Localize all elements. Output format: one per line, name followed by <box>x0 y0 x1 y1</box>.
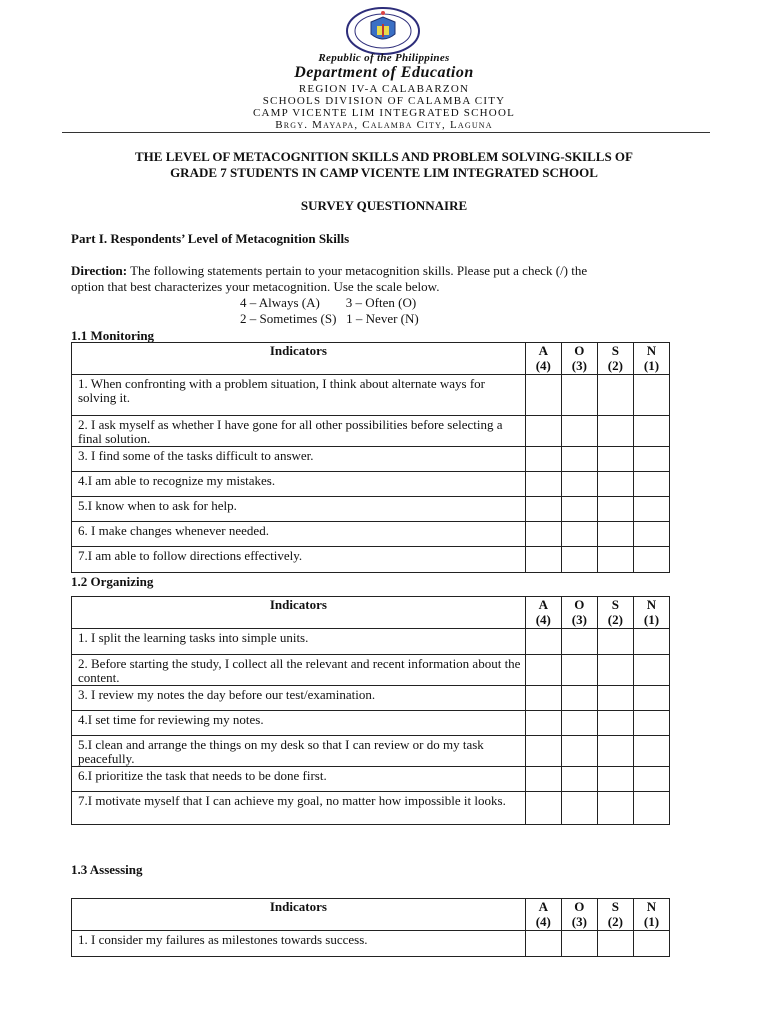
direction-text: The following statements pertain to your metacognition skills. Please put a check (/) the <box>127 263 588 278</box>
check-cell-sometimes[interactable] <box>597 497 633 522</box>
indicator-text: 3. I review my notes the day before our test/examination. <box>72 686 526 711</box>
indicator-text: 5.I clean and arrange the things on my desk so that I can review or do my task peacefully. <box>72 736 526 767</box>
check-cell-never[interactable] <box>633 655 669 686</box>
direction-line-2: option that best characterizes your metacognition. Use the scale below. <box>71 279 440 294</box>
table-row <box>72 547 670 573</box>
check-cell-always[interactable] <box>525 472 561 497</box>
region-line: REGION IV-A CALABARZON <box>298 83 470 95</box>
check-cell-often[interactable] <box>561 686 597 711</box>
check-cell-always[interactable] <box>525 655 561 686</box>
indicators-header: Indicators <box>72 597 526 629</box>
indicator-text: 7.I am able to follow directions effectively. <box>72 547 526 573</box>
indicator-text: 1. I split the learning tasks into simple units. <box>72 629 526 655</box>
check-cell-sometimes[interactable] <box>597 416 633 447</box>
check-cell-often[interactable] <box>561 375 597 416</box>
check-cell-never[interactable] <box>633 416 669 447</box>
check-cell-never[interactable] <box>633 629 669 655</box>
check-cell-often[interactable] <box>561 522 597 547</box>
never-header: N (1) <box>633 343 669 375</box>
scale-row-2: 2 – Sometimes (S) 1 – Never (N) <box>240 311 419 326</box>
check-cell-never[interactable] <box>633 686 669 711</box>
check-cell-sometimes[interactable] <box>597 767 633 792</box>
check-cell-never[interactable] <box>633 711 669 736</box>
often-header: O (3) <box>561 343 597 375</box>
check-cell-never[interactable] <box>633 736 669 767</box>
check-cell-sometimes[interactable] <box>597 472 633 497</box>
check-cell-sometimes[interactable] <box>597 522 633 547</box>
section-title-organizing: 1.2 Organizing <box>71 574 154 589</box>
check-cell-never[interactable] <box>633 447 669 472</box>
table-row <box>72 416 670 447</box>
never-header: N (1) <box>633 899 669 931</box>
check-cell-often[interactable] <box>561 792 597 825</box>
header-divider <box>62 132 710 133</box>
department-heading: Department of Education <box>294 64 474 81</box>
table-row <box>72 792 670 825</box>
always-header: A (4) <box>525 597 561 629</box>
table-row <box>72 447 670 472</box>
monitoring-table <box>71 342 670 573</box>
sometimes-header: S (2) <box>597 343 633 375</box>
check-cell-sometimes[interactable] <box>597 686 633 711</box>
check-cell-often[interactable] <box>561 547 597 573</box>
check-cell-always[interactable] <box>525 375 561 416</box>
check-cell-always[interactable] <box>525 792 561 825</box>
check-cell-sometimes[interactable] <box>597 375 633 416</box>
indicator-text: 6. I make changes whenever needed. <box>72 522 526 547</box>
table-row <box>72 711 670 736</box>
check-cell-always[interactable] <box>525 547 561 573</box>
check-cell-sometimes[interactable] <box>597 792 633 825</box>
section-title-monitoring: 1.1 Monitoring <box>71 328 155 343</box>
check-cell-always[interactable] <box>525 736 561 767</box>
check-cell-often[interactable] <box>561 472 597 497</box>
table-row <box>72 686 670 711</box>
table-row <box>72 472 670 497</box>
part-title: Part I. Respondents’ Level of Metacognition Skills <box>71 231 350 246</box>
table-row <box>72 375 670 416</box>
often-header: O (3) <box>561 899 597 931</box>
sometimes-header: S (2) <box>597 597 633 629</box>
indicator-text: 7.I motivate myself that I can achieve my goal, no matter how impossible it looks. <box>72 792 526 825</box>
check-cell-always[interactable] <box>525 686 561 711</box>
always-header: A (4) <box>525 899 561 931</box>
section-title-assessing: 1.3 Assessing <box>71 862 143 877</box>
survey-title: SURVEY QUESTIONNAIRE <box>300 198 468 213</box>
often-header: O (3) <box>561 597 597 629</box>
check-cell-often[interactable] <box>561 655 597 686</box>
address-line: Brgy. Mayapa, Calamba City, Laguna <box>275 119 493 131</box>
title-line-2: GRADE 7 STUDENTS IN CAMP VICENTE LIM INTEGRATED SCHOOL <box>170 165 598 180</box>
direction-line-1 <box>71 263 587 279</box>
never-header: N (1) <box>633 597 669 629</box>
sometimes-header: S (2) <box>597 899 633 931</box>
check-cell-always[interactable] <box>525 447 561 472</box>
check-cell-never[interactable] <box>633 375 669 416</box>
check-cell-sometimes[interactable] <box>597 711 633 736</box>
republic-heading: Republic of the Philippines <box>318 52 450 64</box>
check-cell-often[interactable] <box>561 629 597 655</box>
check-cell-sometimes[interactable] <box>597 655 633 686</box>
indicator-text: 2. I ask myself as whether I have gone for all other possibilities before selecting a final solution. <box>72 416 526 447</box>
assessing-table <box>71 898 670 957</box>
check-cell-always[interactable] <box>525 629 561 655</box>
check-cell-sometimes[interactable] <box>597 736 633 767</box>
check-cell-sometimes[interactable] <box>597 547 633 573</box>
table-row <box>72 522 670 547</box>
check-cell-always[interactable] <box>525 497 561 522</box>
check-cell-never[interactable] <box>633 522 669 547</box>
check-cell-never[interactable] <box>633 497 669 522</box>
table-row <box>72 767 670 792</box>
check-cell-often[interactable] <box>561 736 597 767</box>
check-cell-sometimes[interactable] <box>597 629 633 655</box>
indicator-text: 3. I find some of the tasks difficult to answer. <box>72 447 526 472</box>
check-cell-sometimes[interactable] <box>597 447 633 472</box>
title-line-1: THE LEVEL OF METACOGNITION SKILLS AND PROBLEM SOLVING-SKILLS OF <box>135 149 633 164</box>
indicator-text: 1. When confronting with a problem situation, I think about alternate ways for solving it. <box>72 375 526 416</box>
indicator-text: 5.I know when to ask for help. <box>72 497 526 522</box>
table-row <box>72 931 670 957</box>
check-cell-often[interactable] <box>561 711 597 736</box>
division-line: SCHOOLS DIVISION OF CALAMBA CITY <box>262 95 506 107</box>
check-cell-always[interactable] <box>525 711 561 736</box>
check-cell-always[interactable] <box>525 416 561 447</box>
table-header-row <box>72 899 670 931</box>
organizing-table <box>71 596 670 825</box>
table-header-row <box>72 343 670 375</box>
check-cell-always[interactable] <box>525 931 561 957</box>
table-row <box>72 629 670 655</box>
indicator-text: 6.I prioritize the task that needs to be done first. <box>72 767 526 792</box>
indicator-text: 2. Before starting the study, I collect all the relevant and recent information about the content. <box>72 655 526 686</box>
table-header-row <box>72 597 670 629</box>
indicator-text: 4.I set time for reviewing my notes. <box>72 711 526 736</box>
check-cell-always[interactable] <box>525 767 561 792</box>
direction-label: Direction: <box>71 263 128 278</box>
check-cell-never[interactable] <box>633 767 669 792</box>
check-cell-often[interactable] <box>561 931 597 957</box>
check-cell-never[interactable] <box>633 472 669 497</box>
check-cell-often[interactable] <box>561 416 597 447</box>
indicator-text: 4.I am able to recognize my mistakes. <box>72 472 526 497</box>
always-header: A (4) <box>525 343 561 375</box>
indicators-header: Indicators <box>72 899 526 931</box>
table-row <box>72 736 670 767</box>
indicators-header: Indicators <box>72 343 526 375</box>
check-cell-never[interactable] <box>633 547 669 573</box>
deped-seal-logo <box>344 6 422 56</box>
check-cell-always[interactable] <box>525 522 561 547</box>
indicator-text: 1. I consider my failures as milestones towards success. <box>72 931 526 957</box>
scale-row-1: 4 – Always (A) 3 – Often (O) <box>240 295 417 310</box>
check-cell-sometimes[interactable] <box>597 931 633 957</box>
check-cell-never[interactable] <box>633 792 669 825</box>
check-cell-often[interactable] <box>561 767 597 792</box>
table-row <box>72 655 670 686</box>
check-cell-never[interactable] <box>633 931 669 957</box>
check-cell-often[interactable] <box>561 497 597 522</box>
school-line: CAMP VICENTE LIM INTEGRATED SCHOOL <box>252 107 516 119</box>
table-row <box>72 497 670 522</box>
check-cell-often[interactable] <box>561 447 597 472</box>
